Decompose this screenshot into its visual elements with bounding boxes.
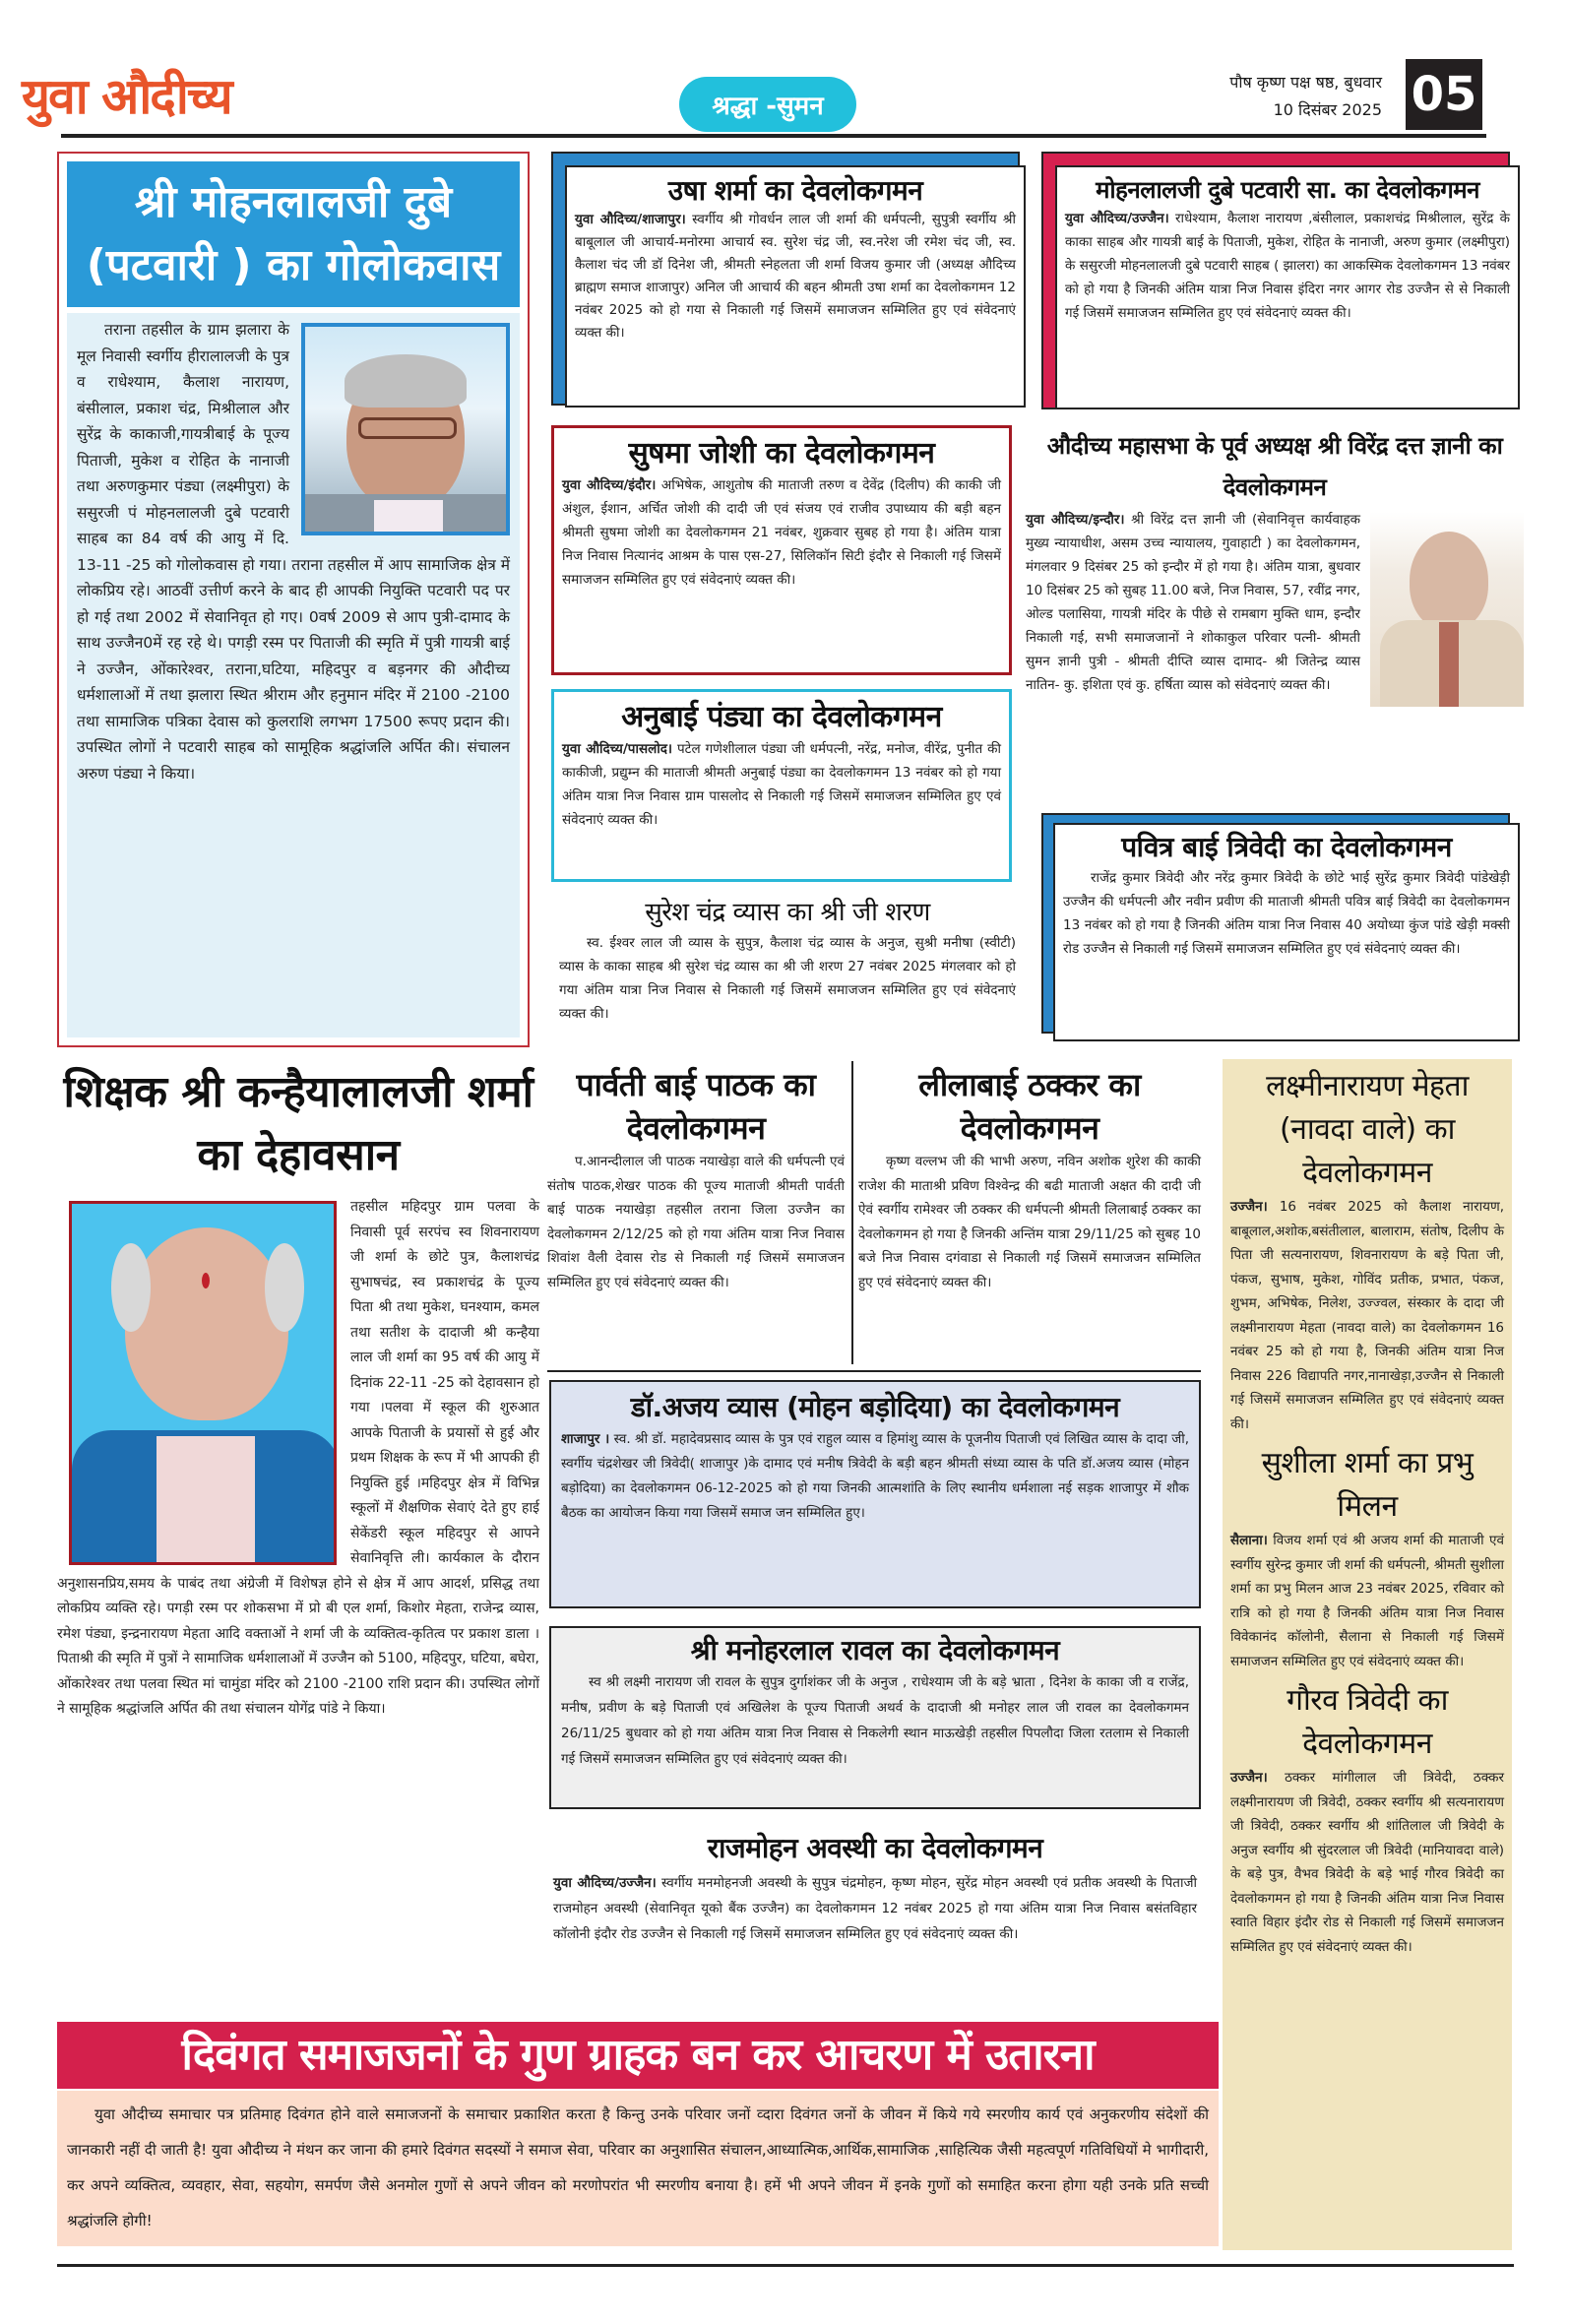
article-body: स्व श्री लक्ष्मी नारायण जी रावल के सुपुत्र दुर्गाशंकर जी के अनुज , राधेश्याम जी के बड़े भ्राता , दिनेश के काका जी व राजेंद्र, मनीष, प्रवीण के बड़े पिताजी एवं अखिलेश के पूज्य पिताजी अथर्व के दादाजी श्री मनोहर लाल जी रावल का देवलोकगमन 26/11/25 बुधवार को हो गया अंतिम यात्रा निज निवास से निकलेगी स्थान माऊखेड़ी तहसील पिपलौदा जिला रतलाम से निकाली गई जिसमें समाजजन सम्मिलित हुए एवं संवेदनाएं व्यक्त की। — [561, 1674, 1189, 1767]
dateline: उज्जैन। — [1230, 1770, 1268, 1786]
article-body: तराना तहसील के ग्राम झलारा के मूल निवासी स्वर्गीय हीरालालजी के पुत्र व राधेश्याम, कैलाश नारायण, बंसीलाल, प्रकाश चंद्र, मिश्रीलाल और सुरेंद्र के काकाजी,गायत्रीबाई के पूज्य पिताजी, मुकेश व रोहित के नानाजी तथा अरुणकुमार पंड्या (लक्ष्मीपुरा) के ससुरजी पं मोहनलालजी दुबे पटवारी साहब का 84 वर्ष की आयु में दि. 13-11 -25 को गोलोकवास हो गया। तराना तहसील में आप सामाजिक क्षेत्र में लोकप्रिय रहे। आठवीं उत्तीर्ण करने के बाद ही आपकी नियुक्ति पटवारी पद पर हो गई तथा 2002 में सेवानिवृत हो गए। 0वर्ष 2009 से आप पुत्री-दामाद के साथ उज्जैन0में रह रहे थे। पगड़ी रस्म पर पिताजी की स्मृति में पुत्री गायत्री बाई ने उज्जैन, ओंकारेश्वर, तराना,घटिया, महिदपुर व बड़नगर की औदीच्य धर्मशालाओं में तथा झलारा स्थित श्रीराम और हनुमान मंदिर में 2100 -2100 तथा सामाजिक पत्रिका देवास को कुलराशि लगभग 17500 रूपए प्रदान की। उपस्थित लोगों ने पटवारी साहब को सामूहिक श्रद्धांजलि अर्पित की। संचालन अरुण पंड्या ने किया। — [77, 321, 510, 783]
article-body: उज्जैन। ठक्कर मांगीलाल जी त्रिवेदी, ठक्कर लक्ष्मीनारायण जी त्रिवेदी, ठक्कर स्वर्गीय श्री सत्यनारायण जी त्रिवेदी, ठक्कर स्वर्गीय श्री शांतिलाल जी त्रिवेदी के अनुज स्वर्गीय श्री सुंदरलाल जी त्रिवेदी (मानियावदा वाले) के बड़े पुत्र, वैभव त्रिवेदी के बड़े भाई गौरव त्रिवेदी का देवलोकगमन हो गया है जिनकी अंतिम यात्रा निज निवास स्वाति विहार इंदौर रोड से निकाली गई जिसमें समाजजन सम्मिलित हुए एवं संवेदनाएं व्यक्त की। — [1230, 1770, 1504, 1955]
article-body: युवा औदिच्य/इंदौर। अभिषेक, आशुतोष की माताजी तरुण व देवेंद्र (दिलीप) की काकी जी अंशुल, ईशान, अर्चित जोशी की दादी जी एवं संजय एवं राजीव उपाध्याय की बड़ी बहन श्रीमती सुषमा जोशी का देवलोकगमन 21 नवंबर, शुक्रवार सुबह हो गया है। अंतिम यात्रा निज निवास नित्यानंद आश्रम के पास एस-27, सिलिकॉन सिटी इंदौर से निकाली गई जिसमें समाजजन सम्मिलित हुए एवं संवेदनाएं व्यक्त की। — [562, 477, 1001, 588]
dateline: उज्जैन। — [1230, 1199, 1268, 1215]
date-tithi: पौष कृष्ण पक्ष षष्ठ, बुधवार — [1229, 73, 1382, 92]
page-number: 05 — [1406, 59, 1482, 130]
article-headline: लीलाबाई ठक्कर का देवलोकगमन — [918, 1066, 1141, 1147]
portrait-photo — [69, 1201, 337, 1565]
dateline: युवा औदिच्य/इंदौर। — [562, 477, 657, 493]
article-usha-sharma — [551, 152, 1026, 408]
dateline: युवा औदिच्य/पासलोद। — [562, 741, 673, 757]
article-mohanlal-devlokgaman — [1041, 152, 1520, 409]
article-headline: डॉ.अजय व्यास (मोहन बड़ोदिया) का देवलोकगमन — [630, 1391, 1120, 1423]
article-body: युवा औदिच्य/उज्जैन। स्वर्गीय मनमोहनजी अवस्थी के सुपुत्र चंद्रमोहन, कृष्ण मोहन, सुरेंद्र मोहन अवस्थी एवं प्रतीक अवस्थी के पिताजी राजमोहन अवस्थी (सेवानिवृत यूको बैंक उज्जैन) का देवलोकगमन 12 नवंबर 2025 हो गया अंतिम यात्रा निज निवास बसंतविहार कॉलोनी इंदौर रोड उज्जैन से निकाली गई जिसमें समाजजन सम्मिलित हुए एवं संवेदनाएं व्यक्त की। — [553, 1875, 1197, 1942]
article-body: स्व. ईश्वर लाल जी व्यास के सुपुत्र, कैलाश चंद्र व्यास के अनुज, सुश्री मनीषा (स्वीटी) व्यास के काका साहब श्री सुरेश चंद्र व्यास का श्री जी शरण 27 नवंबर 2025 मंगलवार को हो गया अंतिम यात्रा निज निवास से निकाली गई जिसमें समाजजन सम्मिलित हुए एवं संवेदनाएं व्यक्त की। — [559, 935, 1016, 1022]
column-divider — [851, 1061, 853, 1364]
article-kanhaiyalal-sharma — [57, 1057, 539, 2006]
article-body: सैलाना। विजय शर्मा एवं श्री अजय शर्मा की माताजी एवं स्वर्गीय सुरेन्द्र कुमार जी शर्मा की धर्मपत्नी, श्रीमती सुशीला शर्मा का प्रभु मिलन आज 23 नवंबर 2025, रविवार को रात्रि को हो गया है जिनकी अंतिम यात्रा निज निवास विवेकानंद कॉलोनी, सैलाना से निकाली गई जिसमें समाजजन सम्मिलित हुए एवं संवेदनाएं व्यक्त की। — [1230, 1533, 1504, 1669]
article-body: युवा औदिच्य/उज्जैन। राधेश्याम, कैलाश नारायण ,बंसीलाल, प्रकाशचंद्र मिश्रीलाल, सुरेंद्र के काका साहब और गायत्री बाई के पिताजी, मुकेश, रोहित के नानाजी, अरुण कुमार (लक्ष्मीपुरा) के ससुरजी मोहनलालजी दुबे पटवारी साहब ( झालरा) का आकस्मिक देवलोकगमन 13 नवंबर को हो गया है जिनकी अंतिम यात्रा निज निवास इंदिरा नगर आगर रोड उज्जैन से से निकाली गई जिसमें समाजजन सम्मिलित हुए एवं संवेदनाएं व्यक्त की। — [1065, 211, 1510, 321]
portrait-photo — [1370, 512, 1524, 707]
article-headline: पार्वती बाई पाठक का देवलोकगमन — [576, 1066, 816, 1147]
article-body: शाजापुर । स्व. श्री डॉ. महादेवप्रसाद व्यास के पुत्र एवं राहुल व्यास व हिमांशु व्यास के पूजनीय पिताजी एवं लिखित व्यास के दादा जी, स्वर्गीय चंद्रशेखर जी त्रिवेदी( शाजापुर )के दामाद एवं मनीष त्रिवेदी के बड़ी बहन श्रीमती संध्या व्यास के पति डॉ.अजय व्यास (मोहन बड़ोदिया) का देवलोकगमन 06-12-2025 को हो गया जिनकी आत्मशांति के लिए स्थानीय धर्मशाला नई सड़क शाजापुर में शौक बैठक का आयोजन किया गया जिसमें समाज जन सम्मिलित हुए। — [561, 1431, 1189, 1521]
article-body: प.आनन्दीलाल जी पाठक नयाखेड़ा वाले की धर्मपत्नी एवं संतोष पाठक,शेखर पाठक की पूज्य माताजी श्रीमती पार्वती बाई पाठक नयाखेड़ा तहसील तराना जिला उज्जैन का देवलोकगमन 2/12/25 को हो गया अंतिम यात्रा निज निवास शिवांश वैली देवास रोड से निकाली गई जिसमें समाजजन सम्मिलित हुए एवं संवेदनाएं व्यक्त की। — [547, 1154, 845, 1290]
article-headline: श्री मोहनलालजी दुबे (पटवारी ) का गोलोकवास — [67, 161, 520, 307]
article-body: राजेंद्र कुमार त्रिवेदी और नरेंद्र कुमार त्रिवेदी के छोटे भाई सुरेंद्र कुमार त्रिवेदी पांडेखेड़ी उज्जैन की धर्मपत्नी और नवीन प्रवीण की माताजी श्रीमती पवित्र बाई त्रिवेदी का देवलोकगमन 13 नवंबर को हो गया है जिनकी अंतिम यात्रा निज निवास 40 अयोध्या कुंज पांडे खेड़ी मक्सी रोड उज्जैन से निकाली गई जिसमें समाजजन सम्मिलित हुए एवं संवेदनाएं व्यक्त की। — [1063, 870, 1510, 957]
article-body: युवा औदिच्य/इन्दौर। श्री विरेंद्र दत्त ज्ञानी जी (सेवानिवृत्त कार्यवाहक मुख्य न्यायाधीश, असम उच्च न्यायालय, गुवाहाटी ) का देवलोकगमन, मंगलवार 9 दिसंबर 25 को इन्दौर में हो गया है। अंतिम यात्रा, बुधवार 10 दिसंबर 25 को सुबह 11.00 बजे, निज निवास, 57, रवींद्र नगर, ओल्ड पलासिया, गायत्री मंदिर के पीछे से रामबाग मुक्ति धाम, इन्दौर निकाली गई, सभी समाजजानों ने शोकाकुल परिवार पत्नी- श्रीमती सुमन ज्ञानी पुत्री - श्रीमती दीप्ति व्यास दामाद- श्री जितेन्द्र व्यास नातिन- कु. इशिता एवं कु. हर्षिता व्यास को संवेदनाएं व्यक्त की। — [1026, 512, 1361, 693]
dateline: शाजापुर । — [561, 1431, 610, 1447]
right-column-obituaries — [1223, 1059, 1512, 2250]
article-ajay-vyas — [549, 1380, 1201, 1608]
article-headline: राजमोहन अवस्थी का देवलोकगमन — [707, 1832, 1043, 1864]
article-headline: लक्ष्मीनारायण मेहता (नावदा वाले) का देवलोकगमन — [1266, 1069, 1469, 1190]
article-parvati-pathak — [547, 1063, 845, 1368]
article-headline: गौरव त्रिवेदी का देवलोकगमन — [1287, 1683, 1448, 1761]
article-headline: उषा शर्मा का देवलोकगमन — [667, 174, 923, 207]
article-pavitra-trivedi — [1041, 813, 1520, 1041]
article-body: तहसील महिदपुर ग्राम पलवा के निवासी पूर्व सरपंच स्व शिवनारायण जी शर्मा के छोटे पुत्र, कैलाशचंद्र सुभाषचंद्र, स्व प्रकाशचंद्र के पूज्य पिता श्री तथा मुकेश, घनश्याम, कमल तथा सतीश के दादाजी श्री कन्हैया लाल जी शर्मा का 95 वर्ष की आयु में दिनांक 22-11 -25 को देहावसान हो गया ।पलवा में स्कूल की शुरुआत आपके पिताजी के प्रयासों से हुई और प्रथम शिक्षक के रूप में भी आपकी ही नियुक्ति हुई ।महिदपुर क्षेत्र में विभिन्न स्कूलों में शैक्षणिक सेवाएं देते हुए हाई सेकेंडरी स्कूल महिदपुर से आपने सेवानिवृत्ति ली। कार्यकाल के दौरान अनुशासनप्रिय,समय के पाबंद तथा अंग्रेजी में विशेषज्ञ होने से क्षेत्र में आप आदर्श, प्रसिद्ध तथा लोकप्रिय व्यक्ति रहे। पगड़ी रस्म पर शोकसभा में प्रो बी एल शर्मा, किशोर मेहता, राजेन्द्र व्यास, रमेश पंड्या, इन्द्रनारायण मेहता आदि वक्ताओं ने शर्मा जी के व्यक्तित्व-कृतित्व पर प्रकाश डाला ।पिताश्री की स्मृति में पुत्रों ने सामाजिक धर्मशालाओं में उज्जैन को 5100, महिदपुर, घटिया, बघेरा, ओंकारेश्वर तथा पलवा स्थित मां चामुंडा मंदिर को 2100 -2100 राशि प्रदान की। उपस्थित लोगों ने सामूहिक श्रद्धांजलि अर्पित की तथा संचालन योगेंद्र पांडे ने किया। — [57, 1199, 539, 1717]
date-gregorian: 10 दिसंबर 2025 — [1273, 100, 1382, 119]
masthead-logo: युवा औदीच्य — [22, 68, 231, 125]
dateline: युवा औदिच्य/शाजापुर। — [575, 212, 686, 227]
article-headline: मोहनलालजी दुबे पटवारी सा. का देवलोकगमन — [1096, 176, 1479, 204]
article-leelabai-thakkar — [858, 1063, 1201, 1368]
article-laxminarayan-mehta — [1230, 1065, 1504, 1436]
article-anubai-pandya — [551, 689, 1012, 882]
article-headline: शिक्षक श्री कन्हैयालालजी शर्मा का देहावसान — [63, 1067, 533, 1180]
section-divider — [547, 1370, 1201, 1372]
article-rajmohan-awasthi — [549, 1827, 1201, 1994]
header-divider — [61, 134, 1486, 138]
article-sushma-joshi — [551, 425, 1012, 675]
editorial-note — [57, 2091, 1219, 2246]
editorial-banner: दिवंगत समाजजनों के गुण ग्राहक बन कर आचरण में उतारना — [57, 2022, 1219, 2089]
article-gaurav-trivedi — [1230, 1679, 1504, 1959]
article-virendra-gyani — [1026, 425, 1524, 799]
article-body: उज्जैन। 16 नवंबर 2025 को कैलाश नारायण, बाबूलाल,अशोक,बसंतीलाल, बालाराम, संतोष, दिलीप के पिता जी सत्यनारायण, शिवनारायण के बड़े पिता जी, पंकज, सुभाष, मुकेश, गोविंद प्रतीक, प्रभात, पंकज, शुभम, अभिषेक, निलेश, उज्ज्वल, संस्कार के दादा जी लक्ष्मीनारायण मेहता (नावदा वाले) का देवलोकगमन 16 नवंबर 25 को हो गया है, जिनकी अंतिम यात्रा निज निवास 226 विद्यापति नगर,नानाखेड़ा,उज्जैन से निकाली गई जिसमें समाजजन सम्मिलित हुए एवं संवेदनाएं व्यक्त की। — [1230, 1199, 1504, 1432]
article-headline: सुशीला शर्मा का प्रभु मिलन — [1261, 1446, 1474, 1524]
article-headline: श्री मनोहरलाल रावल का देवलोकगमन — [690, 1634, 1060, 1666]
dateline: सैलाना। — [1230, 1533, 1268, 1548]
article-manoharlal-rawal — [549, 1626, 1201, 1809]
dateline: युवा औदिच्य/इन्दौर। — [1026, 512, 1125, 528]
article-headline: सुरेश चंद्र व्यास का श्री जी शरण — [645, 898, 930, 927]
article-body: कृष्ण वल्लभ जी की भाभी अरुण, नविन अशोक शुरेश की काकी राजेश की माताश्री प्रविण विश्वेन्द्र की बढी माताजी अक्षत की दादी जी ऐवं स्वर्गीय रामेश्वर जी ठक्कर की धर्मपत्नी श्रीमती लिलाबाई ठक्कर का देवलोकगमन हो गया है जिनकी अन्तिंम यात्रा 29/11/25 को सुबह 10 बजे निज निवास दगंवाडा से निकाली गई जिसमें समाजजन सम्मिलित हुए एवं संवेदनाएं व्यक्त की। — [858, 1154, 1201, 1290]
dateline: युवा औदिच्य/उज्जैन। — [1065, 211, 1169, 226]
article-body: युवा औदिच्य/पासलोद। पटेल गणेशीलाल पंड्या जी धर्मपत्नी, नरेंद्र, मनोज, वीरेंद्र, पुनीत की काकीजी, प्रद्युम्न की माताजी श्रीमती अनुबाई पंड्या का देवलोकगमन 13 नवंबर को हो गया अंतिम यात्रा निज निवास ग्राम पासलोद से निकाली गई जिसमें समाजजन सम्मिलित हुए एवं संवेदनाएं व्यक्त की। — [562, 741, 1001, 828]
dateline: युवा औदिच्य/उज्जैन। — [553, 1875, 657, 1891]
footer-divider — [57, 2264, 1514, 2267]
article-headline: अनुबाई पंड्या का देवलोकगमन — [621, 700, 942, 734]
article-sushila-sharma — [1230, 1442, 1504, 1673]
article-headline: सुषमा जोशी का देवलोकगमन — [628, 436, 935, 471]
article-headline: औदीच्य महासभा के पूर्व अध्यक्ष श्री विरेंद्र दत्त ज्ञानी का देवलोकगमन — [1046, 432, 1503, 501]
article-headline: पवित्र बाई त्रिवेदी का देवलोकगमन — [1121, 831, 1452, 863]
editorial-body: युवा औदीच्य समाचार पत्र प्रतिमाह दिवंगत होने वाले समाजजनों के समाचार प्रकाशित करता है किन्तु उनके परिवार जनों व्दारा दिवंगत जनों के जीवन में किये गये स्मरणीय कार्य एवं अनुकरणीय संदेशों की जानकारी नहीं दी जाती है! युवा औदीच्य ने मंथन कर जाना की हमारे दिवंगत सदस्यों ने समाज सेवा, परिवार का अनुशासित संचालन,आध्यात्मिक,आर्थिक,सामाजिक ,साहित्यिक जैसी महत्वपूर्ण गतिविधियों मे भागीदारी, कर अपने व्यक्तित्व, व्यवहार, सेवा, सहयोग, समर्पण जैसे अनमोल गुणों से अपने जीवन को मरणोपरांत भी स्मरणीय बनाया है। हमें भी अपने जीवन में इनके गुणों को समाहित करना होगा यही उनके प्रति सच्ची श्रद्धांजलि होगी! — [67, 2105, 1209, 2230]
section-label: श्रद्धा -सुमन — [679, 77, 856, 132]
article-body: युवा औदिच्य/शाजापुर। स्वर्गीय श्री गोवर्धन लाल जी शर्मा की धर्मपत्नी, सुपुत्री स्वर्गीय श्री बाबूलाल जी आचार्य-मनोरमा आचार्य स्व. सुरेश चंद्र जी, स्व.नरेश जी रमेश चंद जी, स्व. कैलाश चंद जी डॉ दिनेश जी, श्रीमती स्नेहलता जी शर्मा विजय कुमार जी (अध्यक्ष औदिच्य ब्राह्मण समाज शाजापुर) अनिल जी आचार्य की बहन श्रीमती उषा शर्मा का देवलोकगमन 12 नवंबर 2025 को हो गया से निकाली गई जिसमें समाजजन सम्मिलित हुए एवं संवेदनाएं व्यक्त की। — [575, 212, 1016, 341]
article-mohanlal-golokvas — [57, 152, 530, 1047]
article-suresh-vyas — [551, 894, 1024, 1041]
portrait-photo — [301, 323, 510, 535]
